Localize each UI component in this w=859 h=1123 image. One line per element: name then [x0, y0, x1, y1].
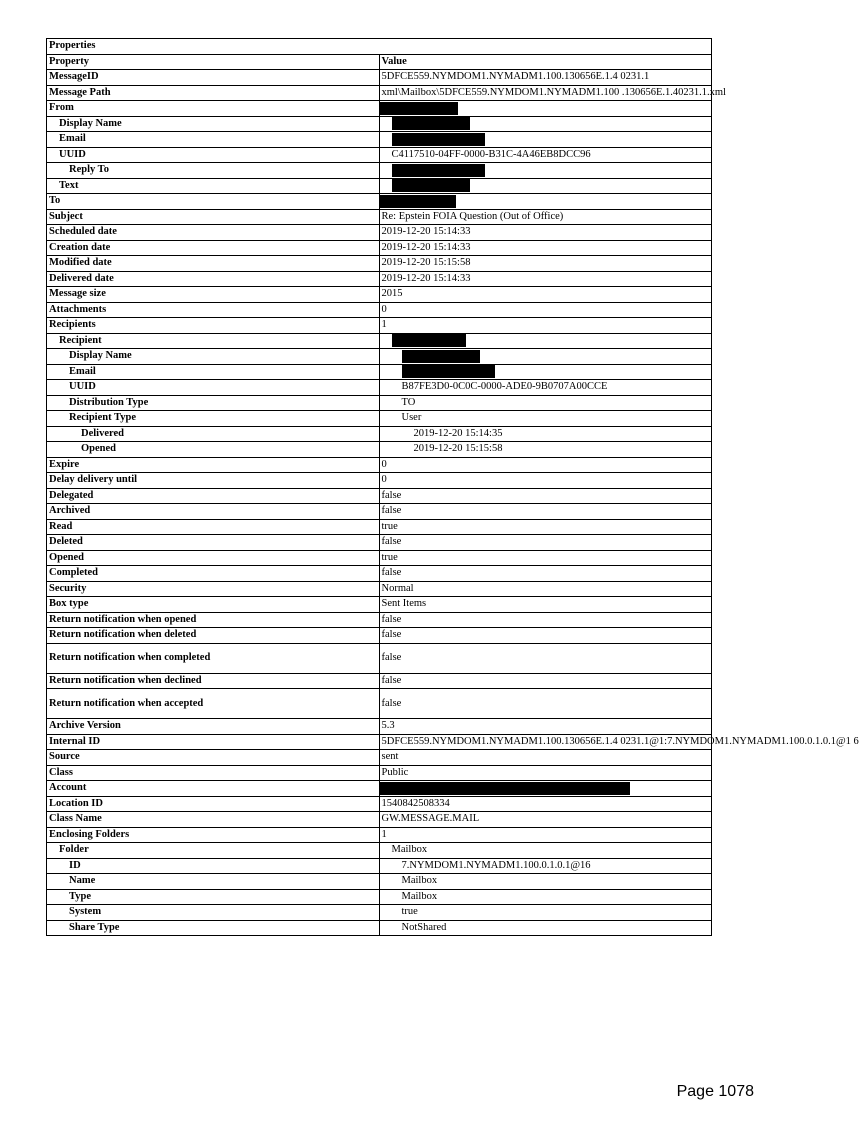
table-row [47, 132, 712, 148]
property-name: Read [47, 519, 380, 535]
property-value: 2019-12-20 15:15:58 [379, 442, 712, 458]
table-row [47, 812, 712, 828]
table-row [47, 889, 712, 905]
property-value [379, 781, 712, 797]
table-row [47, 765, 712, 781]
table-row [47, 411, 712, 427]
table-title: Properties [47, 39, 712, 55]
table-row [47, 827, 712, 843]
table-row [47, 116, 712, 132]
property-value: false [379, 689, 712, 719]
property-name: To [47, 194, 380, 210]
property-name: Class Name [47, 812, 380, 828]
table-row [47, 796, 712, 812]
table-row [47, 240, 712, 256]
table-row [47, 597, 712, 613]
property-value: true [379, 550, 712, 566]
property-name: Box type [47, 597, 380, 613]
property-value: true [379, 905, 712, 921]
property-value: Re: Epstein FOIA Question (Out of Office) [379, 209, 712, 225]
table-row [47, 194, 712, 210]
property-value: User [379, 411, 712, 427]
table-row [47, 874, 712, 890]
property-value: Public [379, 765, 712, 781]
table-row [47, 209, 712, 225]
table-row [47, 504, 712, 520]
property-name: Recipient [47, 333, 380, 349]
property-value: 2019-12-20 15:14:35 [379, 426, 712, 442]
table-row [47, 628, 712, 644]
table-row [47, 318, 712, 334]
property-value: false [379, 566, 712, 582]
properties-table [46, 38, 859, 936]
table-row [47, 643, 712, 673]
table-row [47, 302, 712, 318]
property-name: Text [47, 178, 380, 194]
property-name: Return notification when declined [47, 673, 380, 689]
property-value: C4117510-04FF-0000-B31C-4A46EB8DCC96 [379, 147, 712, 163]
page-number: Page 1078 [676, 1083, 754, 1100]
properties-table-body [47, 39, 859, 936]
property-name: Recipients [47, 318, 380, 334]
property-value: 5DFCE559.NYMDOM1.NYMADM1.100.130656E.1.4 0231.1 [379, 70, 712, 86]
table-row [47, 163, 712, 179]
property-name: System [47, 905, 380, 921]
table-row [47, 566, 712, 582]
property-value: Sent Items [379, 597, 712, 613]
property-name: Archived [47, 504, 380, 520]
property-name: Deleted [47, 535, 380, 551]
property-value: 0 [379, 302, 712, 318]
property-name: Internal ID [47, 734, 380, 750]
property-name: Delegated [47, 488, 380, 504]
property-name: Scheduled date [47, 225, 380, 241]
property-value: 2019-12-20 15:15:58 [379, 256, 712, 272]
property-name: Delivered [47, 426, 380, 442]
property-value: Mailbox [379, 843, 712, 859]
property-name: Modified date [47, 256, 380, 272]
property-value: xml\Mailbox\5DFCE559.NYMDOM1.NYMADM1.100 .130656E.1.40231.1.xml [379, 85, 712, 101]
property-name: Location ID [47, 796, 380, 812]
property-value [379, 116, 712, 132]
property-value: 1 [379, 827, 712, 843]
property-name: Archive Version [47, 719, 380, 735]
property-name: UUID [47, 380, 380, 396]
property-name: Folder [47, 843, 380, 859]
table-row [47, 364, 712, 380]
property-value: 0 [379, 457, 712, 473]
redaction-block [402, 365, 495, 378]
table-title-row [47, 39, 712, 55]
property-name: ID [47, 858, 380, 874]
table-row [47, 905, 712, 921]
table-row [47, 488, 712, 504]
property-name: Reply To [47, 163, 380, 179]
property-value: false [379, 628, 712, 644]
property-column-header: Property [47, 54, 380, 70]
table-row [47, 920, 712, 936]
property-name: Security [47, 581, 380, 597]
property-value: Mailbox [379, 889, 712, 905]
property-name: Creation date [47, 240, 380, 256]
property-name: Delivered date [47, 271, 380, 287]
property-value [379, 349, 712, 365]
property-name: MessageID [47, 70, 380, 86]
table-row [47, 442, 712, 458]
table-row [47, 673, 712, 689]
property-value [379, 163, 712, 179]
property-name: Return notification when completed [47, 643, 380, 673]
property-name: Recipient Type [47, 411, 380, 427]
table-row [47, 70, 712, 86]
property-name: Return notification when accepted [47, 689, 380, 719]
property-name: From [47, 101, 380, 117]
property-name: Display Name [47, 349, 380, 365]
redaction-block [380, 102, 458, 115]
table-row [47, 581, 712, 597]
table-row [47, 225, 712, 241]
property-name: Enclosing Folders [47, 827, 380, 843]
redaction-block [392, 164, 485, 177]
table-row [47, 426, 712, 442]
property-value: B87FE3D0-0C0C-0000-ADE0-9B0707A00CCE [379, 380, 712, 396]
property-value: true [379, 519, 712, 535]
property-name: Opened [47, 442, 380, 458]
table-row [47, 843, 712, 859]
property-value: 5DFCE559.NYMDOM1.NYMADM1.100.130656E.1.4 0231.1@1:7.NYMDOM1.NYMADM1.100.0.1.0.1@1 6 [379, 734, 712, 750]
table-row [47, 535, 712, 551]
table-header-row [47, 54, 712, 70]
property-value: false [379, 612, 712, 628]
property-name: Account [47, 781, 380, 797]
property-name: UUID [47, 147, 380, 163]
table-row [47, 457, 712, 473]
redaction-block [392, 117, 470, 130]
property-value: TO [379, 395, 712, 411]
property-name: Share Type [47, 920, 380, 936]
property-value: false [379, 535, 712, 551]
property-value [379, 333, 712, 349]
property-name: Type [47, 889, 380, 905]
table-row [47, 85, 712, 101]
redaction-block [392, 179, 470, 192]
property-name: Message size [47, 287, 380, 303]
property-value: Normal [379, 581, 712, 597]
property-name: Expire [47, 457, 380, 473]
redaction-block [392, 133, 485, 146]
table-row [47, 750, 712, 766]
table-row [47, 380, 712, 396]
property-name: Return notification when opened [47, 612, 380, 628]
table-row [47, 287, 712, 303]
property-value: false [379, 673, 712, 689]
table-row [47, 395, 712, 411]
property-name: Delay delivery until [47, 473, 380, 489]
property-value [379, 101, 712, 117]
redaction-block [380, 195, 456, 208]
property-name: Return notification when deleted [47, 628, 380, 644]
property-name: Distribution Type [47, 395, 380, 411]
table-row [47, 858, 712, 874]
table-row [47, 719, 712, 735]
property-value: 5.3 [379, 719, 712, 735]
property-value: false [379, 488, 712, 504]
property-value: false [379, 504, 712, 520]
property-value: sent [379, 750, 712, 766]
value-column-header: Value [379, 54, 712, 70]
table-row [47, 734, 712, 750]
table-row [47, 519, 712, 535]
property-value: Mailbox [379, 874, 712, 890]
property-value: 1540842508334 [379, 796, 712, 812]
redaction-block [392, 334, 466, 347]
property-value [379, 194, 712, 210]
property-name: Opened [47, 550, 380, 566]
property-name: Message Path [47, 85, 380, 101]
property-name: Name [47, 874, 380, 890]
table-row [47, 101, 712, 117]
property-name: Source [47, 750, 380, 766]
property-value [379, 132, 712, 148]
table-row [47, 178, 712, 194]
property-value: NotShared [379, 920, 712, 936]
table-row [47, 349, 712, 365]
property-name: Class [47, 765, 380, 781]
property-value: false [379, 643, 712, 673]
redaction-block [402, 350, 480, 363]
property-value: 2019-12-20 15:14:33 [379, 225, 712, 241]
table-row [47, 781, 712, 797]
property-name: Completed [47, 566, 380, 582]
property-value: 1 [379, 318, 712, 334]
property-value: 0 [379, 473, 712, 489]
property-value: 2019-12-20 15:14:33 [379, 240, 712, 256]
property-name: Attachments [47, 302, 380, 318]
table-row [47, 147, 712, 163]
table-row [47, 271, 712, 287]
property-value [379, 364, 712, 380]
table-row [47, 689, 712, 719]
property-name: Email [47, 132, 380, 148]
property-name: Display Name [47, 116, 380, 132]
property-value: 2015 [379, 287, 712, 303]
table-row [47, 333, 712, 349]
property-value: 7.NYMDOM1.NYMADM1.100.0.1.0.1@16 [379, 858, 712, 874]
table-row [47, 550, 712, 566]
table-row [47, 473, 712, 489]
property-value: GW.MESSAGE.MAIL [379, 812, 712, 828]
table-row [47, 612, 712, 628]
property-value: 2019-12-20 15:14:33 [379, 271, 712, 287]
property-name: Email [47, 364, 380, 380]
property-value [379, 178, 712, 194]
property-name: Subject [47, 209, 380, 225]
table-row [47, 256, 712, 272]
redaction-block [380, 782, 630, 795]
